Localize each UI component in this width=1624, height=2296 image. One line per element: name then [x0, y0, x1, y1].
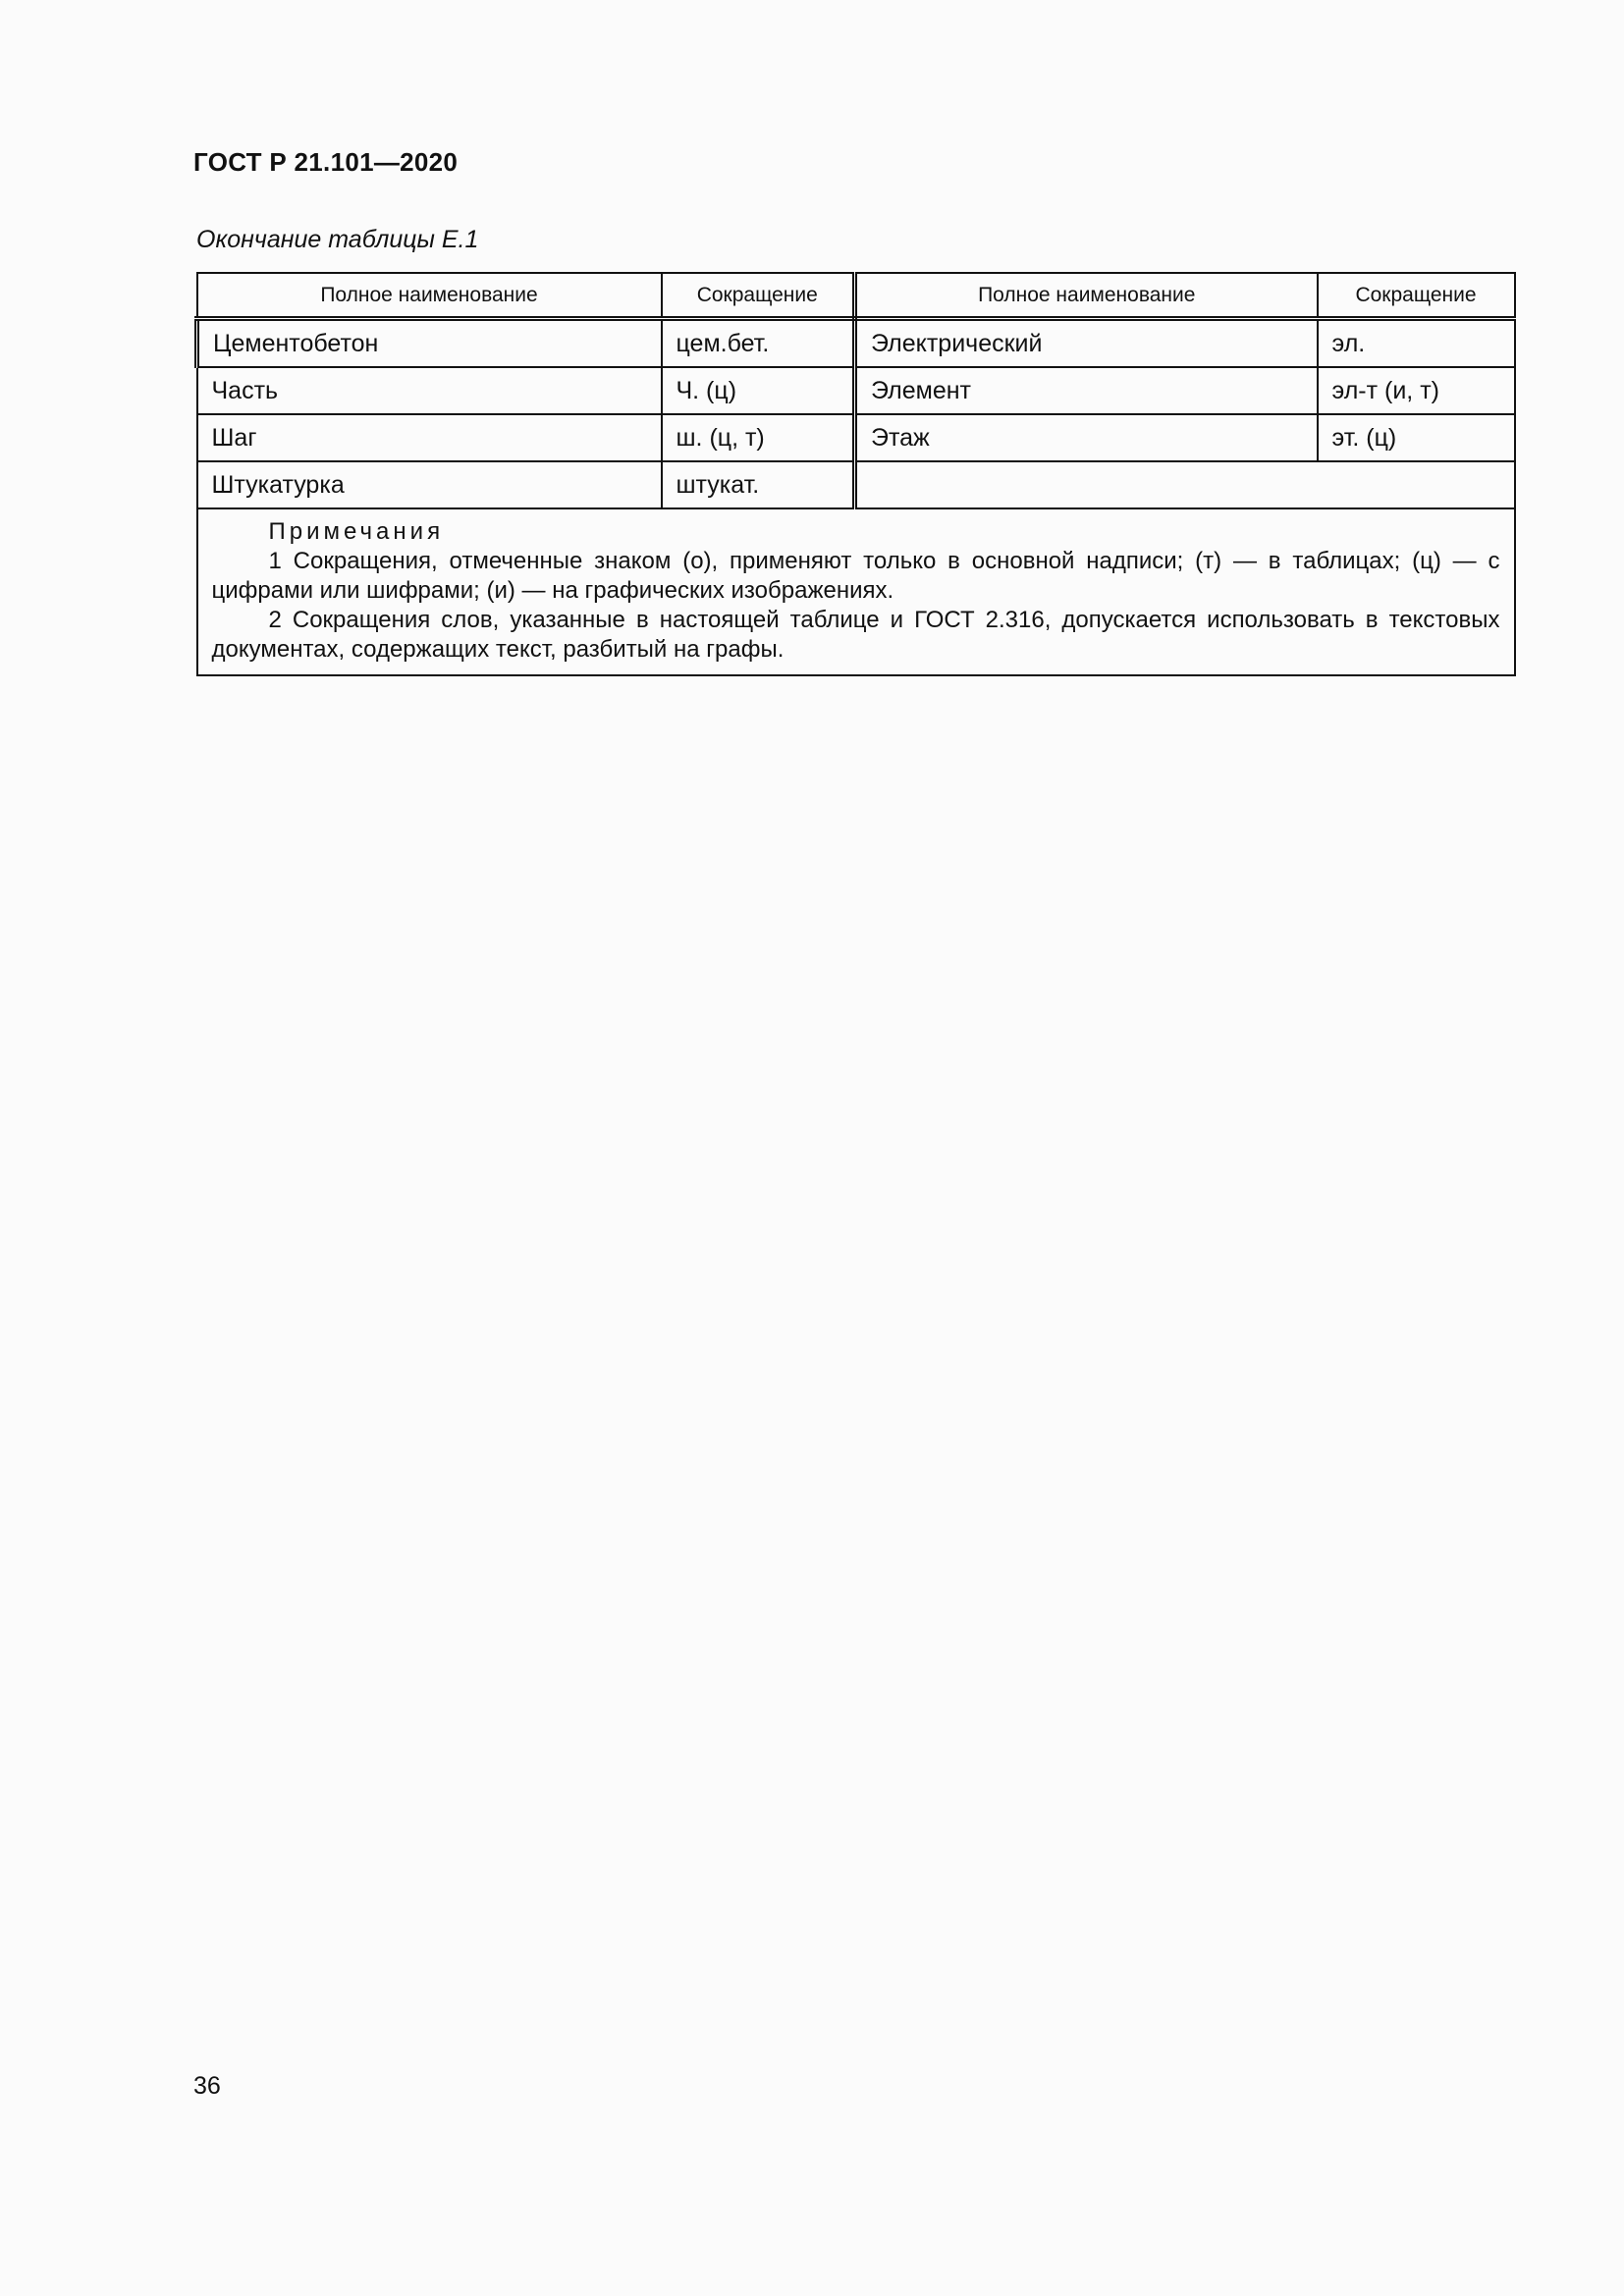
left-abbr-cell: штукат. — [662, 461, 855, 508]
table-row — [197, 461, 1515, 508]
left-full-name-cell: Штукатурка — [197, 461, 662, 508]
table-header-row — [197, 273, 1515, 319]
left-full-name-cell: Часть — [197, 367, 662, 414]
column-header-full-name-right: Полное наименование — [855, 273, 1318, 319]
abbreviations-table-container — [194, 272, 1512, 676]
right-abbr-cell: эт. (ц) — [1318, 414, 1515, 461]
column-header-full-name-left: Полное наименование — [197, 273, 662, 319]
left-abbr-cell: цем.бет. — [662, 319, 855, 368]
abbreviations-table — [194, 272, 1516, 676]
page-number: 36 — [193, 2072, 221, 2100]
right-abbr-cell: эл. — [1318, 319, 1515, 368]
empty-right-cell — [855, 461, 1515, 508]
left-abbr-cell: Ч. (ц) — [662, 367, 855, 414]
left-abbr-cell: ш. (ц, т) — [662, 414, 855, 461]
notes-cell — [197, 508, 1515, 675]
column-header-abbr-right: Сокращение — [1318, 273, 1515, 319]
document-code: ГОСТ Р 21.101—2020 — [193, 147, 459, 177]
notes-row — [197, 508, 1515, 675]
table-row — [197, 367, 1515, 414]
right-full-name-cell: Этаж — [855, 414, 1318, 461]
note-item: 1 Сокращения, отмеченные знаком (о), применяют только в основной надписи; (т) — в таблицах; (ц) — с цифрами или шифрами; (и) — на графических изображениях. — [211, 548, 1500, 604]
notes-heading: Примечания — [268, 518, 445, 545]
table-row — [197, 414, 1515, 461]
table-caption: Окончание таблицы Е.1 — [196, 226, 479, 253]
note-item: 2 Сокращения слов, указанные в настоящей таблице и ГОСТ 2.316, допускается использовать в текстовых документах, содержащих текст, разбитый на графы. — [211, 607, 1500, 663]
table-row — [197, 319, 1515, 368]
left-full-name-cell: Цементобетон — [197, 319, 662, 368]
right-abbr-cell: эл-т (и, т) — [1318, 367, 1515, 414]
column-header-abbr-left: Сокращение — [662, 273, 855, 319]
left-full-name-cell: Шаг — [197, 414, 662, 461]
right-full-name-cell: Электрический — [855, 319, 1318, 368]
right-full-name-cell: Элемент — [855, 367, 1318, 414]
